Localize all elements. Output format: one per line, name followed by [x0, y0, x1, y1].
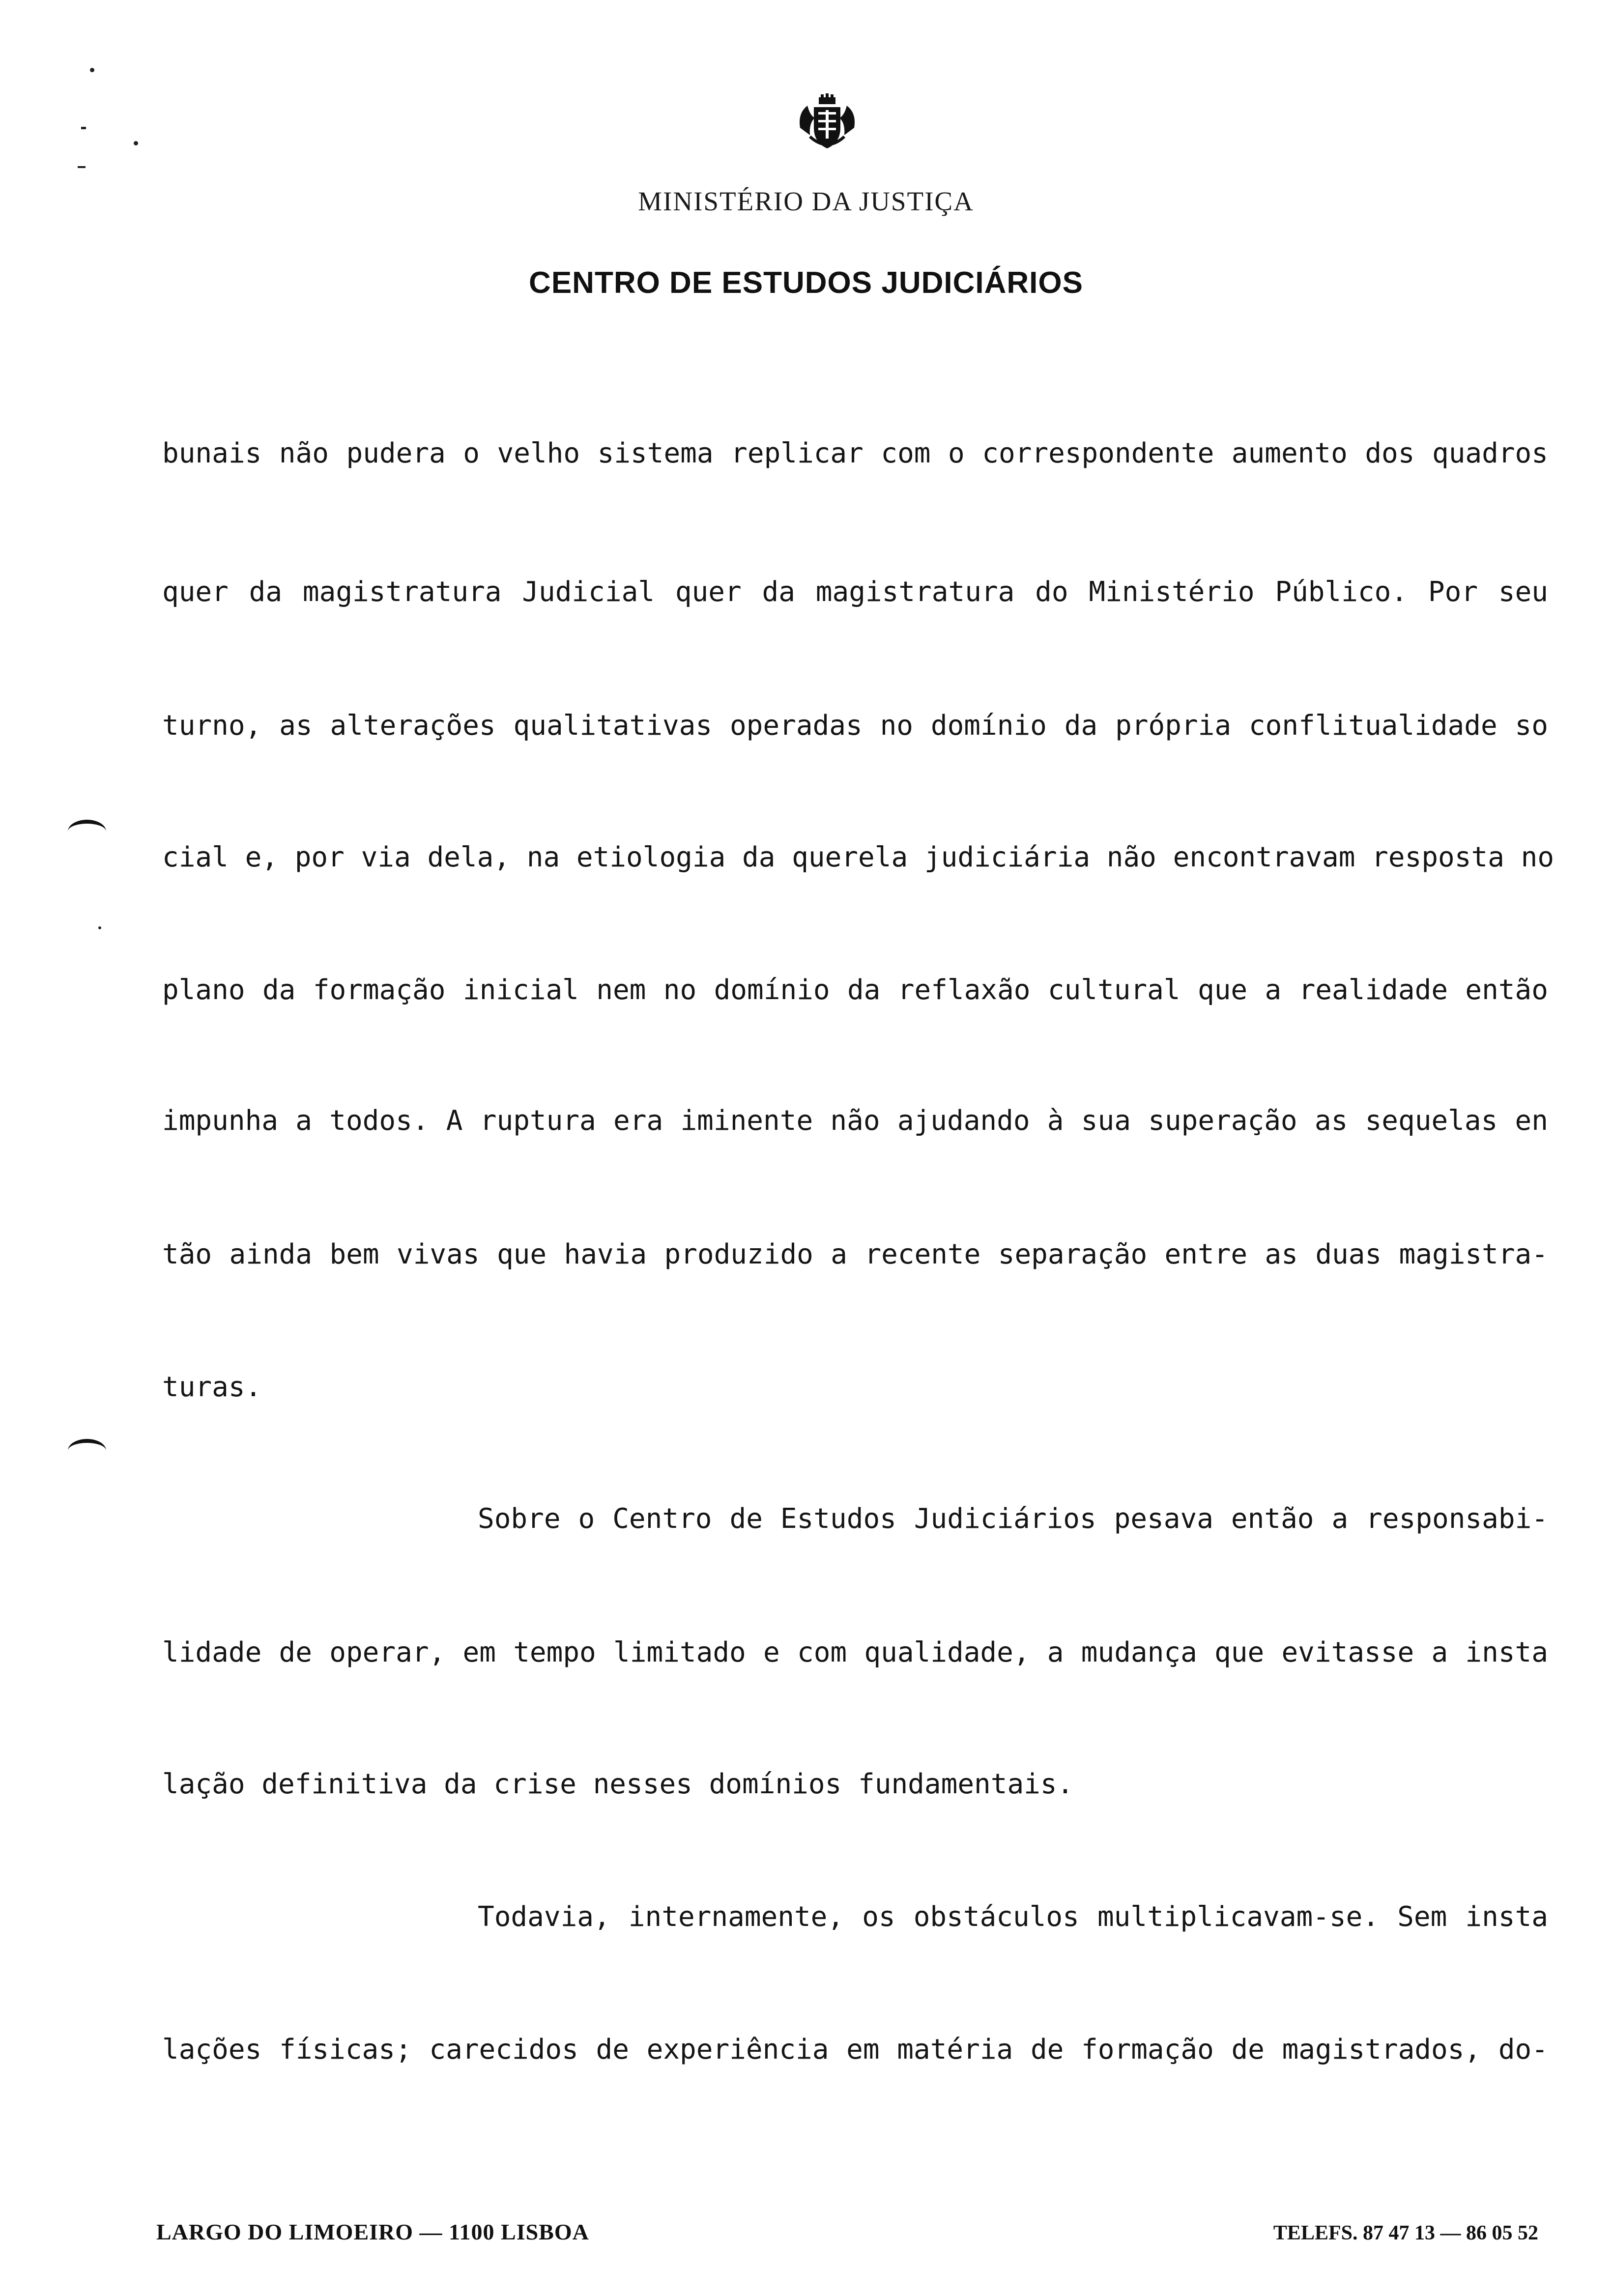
scan-speck: [90, 68, 94, 72]
text-line: plano da formação inicial nem no domínio da reflaxão cultural que a realidade então: [162, 974, 1548, 1006]
scan-speck: [98, 926, 101, 929]
institution-name: CENTRO DE ESTUDOS JUDICIÁRIOS: [529, 266, 1083, 300]
text-line: cial e, por via dela, na etiologia da querela judiciária não encontravam resposta no: [162, 841, 1554, 873]
footer-address: LARGO DO LIMOEIRO — 1100 LISBOA: [156, 2219, 589, 2244]
text-line: impunha a todos. A ruptura era iminente não ajudando à sua superação as sequelas en: [162, 1105, 1548, 1137]
text-line: Todavia, internamente, os obstáculos multiplicavam-se. Sem insta: [478, 1901, 1548, 1933]
text-line: lidade de operar, em tempo limitado e com qualidade, a mudança que evitasse a insta: [162, 1636, 1548, 1668]
ministry-name: MINISTÉRIO DA JUSTIÇA: [638, 186, 974, 216]
text-line: tão ainda bem vivas que havia produzido a recente separação entre as duas magistra-: [162, 1238, 1548, 1270]
text-line: turno, as alterações qualitativas operadas no domínio da própria conflitualidade so: [162, 710, 1548, 742]
scan-speck: [134, 141, 138, 145]
scan-speck: [78, 166, 86, 168]
text-line: turas.: [162, 1371, 262, 1403]
footer-phones: TELEFS. 87 47 13 — 86 05 52: [1273, 2222, 1538, 2244]
text-line: lações físicas; carecidos de experiência em matéria de formação de magistrados, do-: [162, 2034, 1548, 2066]
binder-hole-mark: [68, 820, 106, 843]
text-line: lação definitiva da crise nesses domínios fundamentais.: [162, 1768, 1074, 1800]
text-line: bunais não pudera o velho sistema replicar com o correspondente aumento dos quadros: [162, 437, 1548, 469]
scan-speck: [81, 127, 86, 129]
binder-hole-mark: [68, 1439, 106, 1463]
text-line: quer da magistratura Judicial quer da magistratura do Ministério Público. Por seu: [162, 576, 1548, 608]
text-line: Sobre o Centro de Estudos Judiciários pesava então a responsabi-: [478, 1503, 1548, 1535]
coat-of-arms-icon: [795, 93, 859, 152]
